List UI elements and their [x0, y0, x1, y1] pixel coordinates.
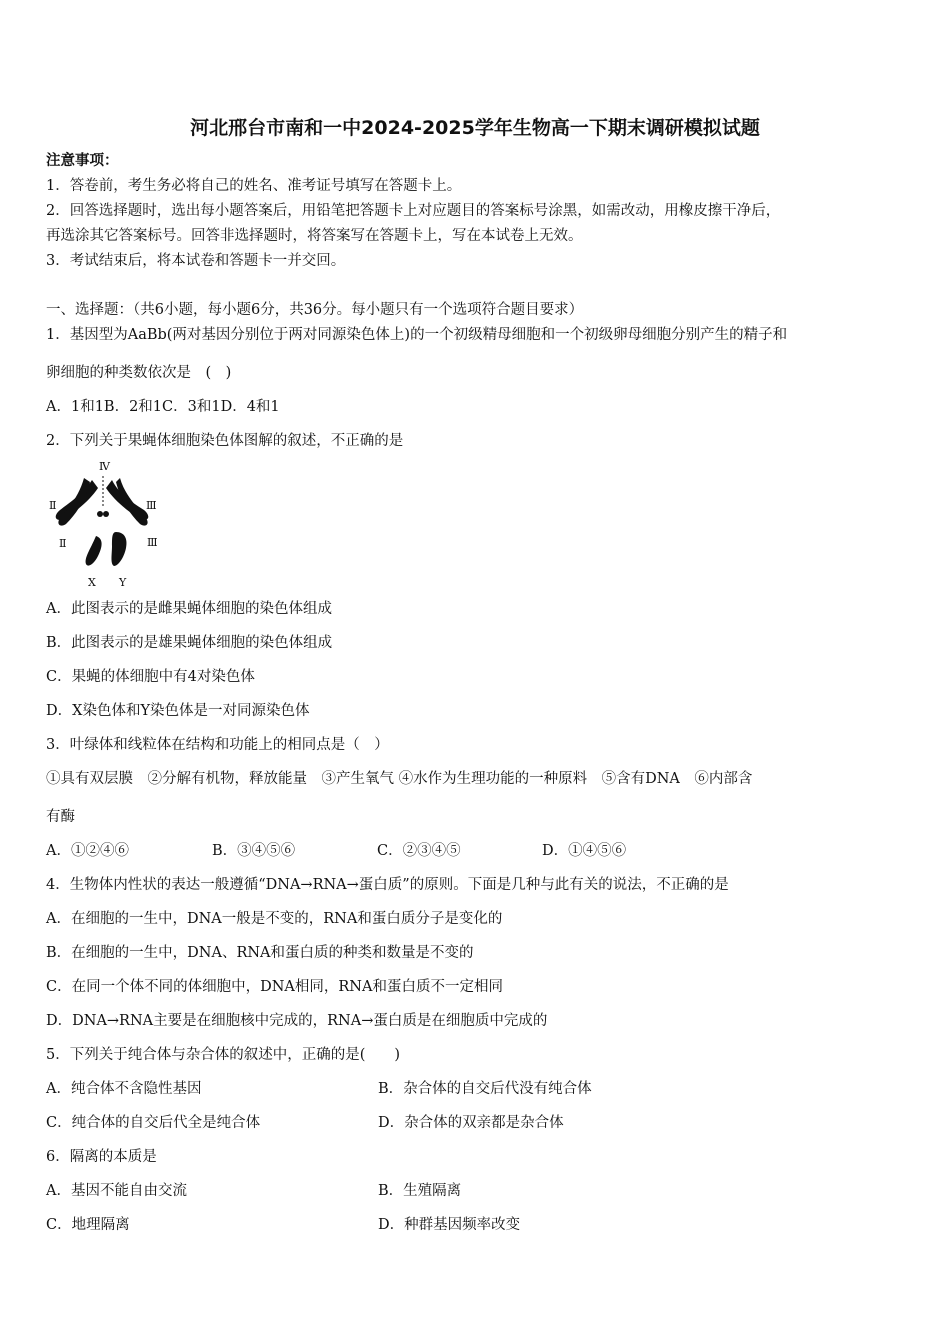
notice-item: 再选涂其它答案标号。回答非选择题时，将答案写在答题卡上，写在本试卷上无效。: [46, 228, 583, 244]
question-3-option-b: B．③④⑤⑥: [212, 843, 296, 859]
label-iv: Ⅳ: [99, 460, 110, 473]
question-6-option-c: C．地理隔离: [46, 1217, 130, 1233]
question-6-option-a: A．基因不能自由交流: [46, 1183, 187, 1199]
label-ii-top: Ⅱ: [49, 499, 57, 512]
question-4-option-d: D．DNA→RNA主要是在细胞核中完成的，RNA→蛋白质是在细胞质中完成的: [46, 1013, 548, 1029]
notice-item: 2．回答选择题时，选出每小题答案后，用铅笔把答题卡上对应题目的答案标号涂黑，如需改动，用橡皮擦干净后，: [46, 203, 781, 219]
question-3-option-d: D．①④⑤⑥: [542, 843, 627, 859]
label-x: X: [88, 576, 96, 589]
notice-item: 3．考试结束后，将本试卷和答题卡一并交回。: [46, 253, 346, 269]
question-6-stem: 6．隔离的本质是: [46, 1149, 157, 1165]
question-5-option-b: B．杂合体的自交后代没有纯合体: [378, 1081, 592, 1097]
question-4-stem: 4．生物体内性状的表达一般遵循“DNA→RNA→蛋白质”的原则。下面是几种与此有关的说法，不正确的是: [46, 877, 729, 893]
label-iii-top: Ⅲ: [146, 499, 157, 512]
question-3-option-a: A．①②④⑥: [46, 843, 129, 859]
question-4-option-b: B．在细胞的一生中，DNA、RNA和蛋白质的种类和数量是不变的: [46, 945, 474, 961]
page-title: 河北邢台市南和一中2024-2025学年生物高一下期末调研模拟试题: [190, 117, 760, 139]
question-2-option-b: B．此图表示的是雄果蝇体细胞的染色体组成: [46, 635, 333, 651]
fruit-fly-chromosome-diagram: [46, 458, 166, 590]
question-6-option-b: B．生殖隔离: [378, 1183, 462, 1199]
chromosome-y: [112, 532, 127, 566]
question-5-option-c: C．纯合体的自交后代全是纯合体: [46, 1115, 261, 1131]
question-3-stem: 3．叶绿体和线粒体在结构和功能上的相同点是（ ）: [46, 737, 389, 753]
question-4-option-c: C．在同一个体不同的体细胞中，DNA相同，RNA和蛋白质不一定相同: [46, 979, 503, 995]
question-1-stem: 1．基因型为AaBb(两对基因分别位于两对同源染色体上)的一个初级精母细胞和一个初级卵母细胞分别产生的精子和: [46, 327, 788, 343]
chromosome-iv-dot-a: [97, 511, 103, 517]
question-5-stem: 5．下列关于纯合体与杂合体的叙述中，正确的是( ): [46, 1047, 401, 1063]
question-3-option-c: C．②③④⑤: [377, 843, 461, 859]
section-heading: 一、选择题：（共6小题，每小题6分，共36分。每小题只有一个选项符合题目要求）: [46, 302, 584, 318]
chromosome-iv-dot-b: [103, 511, 109, 517]
question-1-stem-cont: 卵细胞的种类数依次是 ( ): [46, 365, 232, 381]
question-3-items: ①具有双层膜 ②分解有机物，释放能量 ③产生氧气 ④水作为生理功能的一种原料 ⑤含有DNA ⑥内部含: [46, 771, 753, 787]
label-y: Y: [119, 576, 127, 589]
question-5-option-d: D．杂合体的双亲都是杂合体: [378, 1115, 564, 1131]
question-2-option-c: C．果蝇的体细胞中有4对染色体: [46, 669, 255, 685]
question-2-stem: 2．下列关于果蝇体细胞染色体图解的叙述，不正确的是: [46, 433, 404, 449]
question-1-options: A．1和1B．2和1C．3和1D．4和1: [46, 399, 280, 415]
question-2-option-d: D．X染色体和Y染色体是一对同源染色体: [46, 703, 310, 719]
question-6-option-d: D．种群基因频率改变: [378, 1217, 521, 1233]
chromosome-x: [86, 536, 102, 566]
question-5-option-a: A．纯合体不含隐性基因: [46, 1081, 202, 1097]
question-3-items-cont: 有酶: [46, 809, 75, 825]
question-2-option-a: A．此图表示的是雌果蝇体细胞的染色体组成: [46, 601, 332, 617]
label-iii-bottom: Ⅲ: [147, 536, 158, 549]
notice-item: 1．答卷前，考生务必将自己的姓名、准考证号填写在答题卡上。: [46, 178, 462, 194]
notice-heading: 注意事项：: [46, 152, 119, 169]
question-4-option-a: A．在细胞的一生中，DNA一般是不变的，RNA和蛋白质分子是变化的: [46, 911, 503, 927]
label-ii-bottom: Ⅱ: [59, 537, 67, 550]
